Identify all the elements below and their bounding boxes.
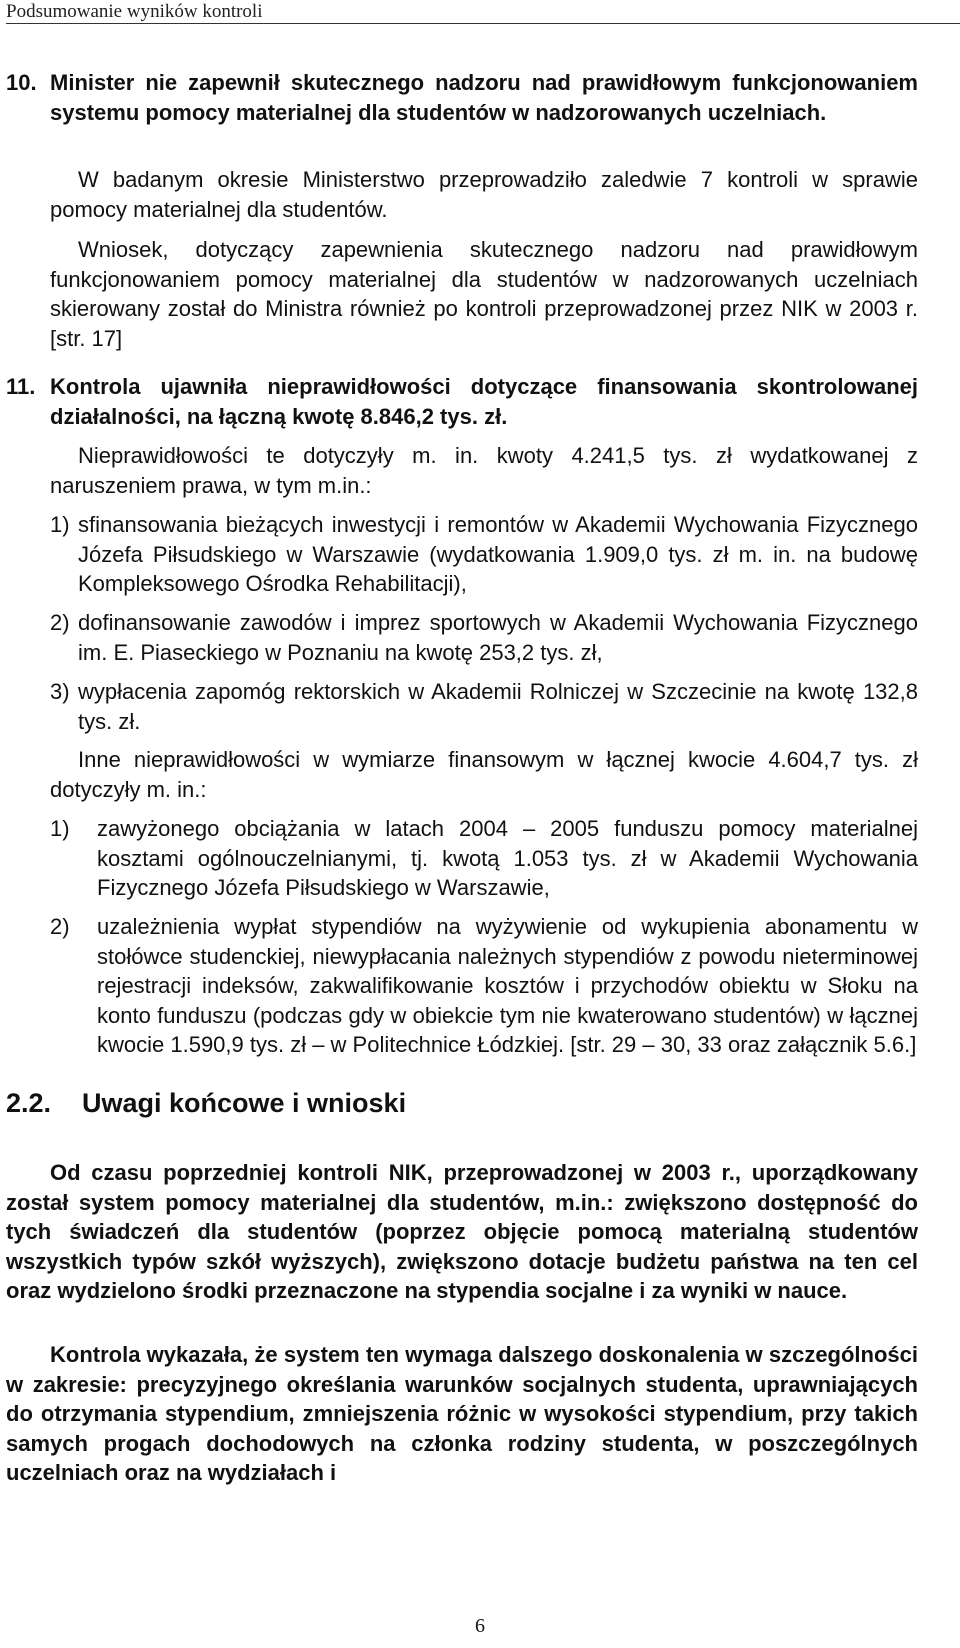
page-number: 6 bbox=[475, 1615, 485, 1637]
header-rule bbox=[6, 23, 960, 24]
finding-11-intro: Nieprawidłowości te dotyczyły m. in. kwoty 4.241,5 tys. zł wydatkowanej z naruszeniem prawa, w tym m.in.: bbox=[50, 443, 918, 498]
list1-item-1-text: sfinansowania bieżących inwestycji i remontów w Akademii Wychowania Fizycznego Józefa Piłsudskiego w Warszawie (wydatkowania 1.909,0 tys. zł m. in. na budowę Kompleksowego Ośrodka Rehabilitacji), bbox=[78, 512, 918, 596]
list2-item-2-number: 2) bbox=[50, 914, 70, 939]
list1-item-1-number: 1) bbox=[50, 512, 70, 537]
header-title: Podsumowanie wyników kontroli bbox=[6, 1, 263, 22]
list2-item-1-number: 1) bbox=[50, 816, 70, 841]
section-number: 2.2. bbox=[6, 1088, 52, 1118]
conclusions-paragraph-2: Kontrola wykazała, że system ten wymaga dalszego doskonalenia w szczególności w zakresie: precyzyjnego określania warunków socjalnych studenta, uprawniających do otrzymania stypendium, zmniejszenia różnic w wysokości stypendium, przy takich samych progach dochodowych na członka rodziny studenta, w poszczególnych uczelniach oraz na wydziałach i bbox=[6, 1342, 918, 1485]
list1-item-2-number: 2) bbox=[50, 610, 70, 635]
finding-10-paragraph-2: Wniosek, dotyczący zapewnienia skutecznego nadzoru nad prawidłowym funkcjonowaniem pomocy materialnej dla studentów w nadzorowanych uczelniach skierowany został do Ministra również po kontroli przeprowadzonej przez NIK w 2003 r. [str. 17] bbox=[50, 237, 918, 351]
list2-item-1-text: zawyżonego obciążania w latach 2004 – 2005 funduszu pomocy materialnej kosztami ogólnouczelnianymi, tj. kwotą 1.053 tys. zł w Akademii Wychowania Fizycznego Józefa Piłsudskiego w Warszawie, bbox=[97, 816, 918, 900]
finding-11-intro-2: Inne nieprawidłowości w wymiarze finansowym w łącznej kwocie 4.604,7 tys. zł dotyczyły m. in.: bbox=[50, 747, 918, 802]
list1-item-2-text: dofinansowanie zawodów i imprez sportowych w Akademii Wychowania Fizycznego im. E. Piaseckiego w Poznaniu na kwotę 253,2 tys. zł, bbox=[78, 610, 918, 665]
finding-11-heading: Kontrola ujawniła nieprawidłowości dotyczące finansowania skontrolowanej działalności, na łączną kwotę 8.846,2 tys. zł. bbox=[50, 374, 918, 429]
finding-10-heading: Minister nie zapewnił skutecznego nadzoru nad prawidłowym funkcjonowaniem systemu pomocy materialnej dla studentów w nadzorowanych uczelniach. bbox=[50, 70, 918, 125]
finding-10-number: 10. bbox=[6, 70, 37, 95]
conclusions-paragraph-1: Od czasu poprzedniej kontroli NIK, przeprowadzonej w 2003 r., uporządkowany został system pomocy materialnej dla studentów, m.in.: zwiększono dostępność do tych świadczeń dla studentów (poprzez objęcie pomocą materialną studentów wszystkich typów szkół wyższych), zwiększono dotacje budżetu państwa na ten cel oraz wydzielono środki przeznaczone na stypendia socjalne i za wyniki w nauce. bbox=[6, 1160, 918, 1303]
finding-11-number: 11. bbox=[6, 374, 36, 399]
section-title: Uwagi końcowe i wnioski bbox=[82, 1088, 407, 1118]
list1-item-3-text: wypłacenia zapomóg rektorskich w Akademii Rolniczej w Szczecinie na kwotę 132,8 tys. zł. bbox=[78, 679, 918, 734]
list1-item-3-number: 3) bbox=[50, 679, 70, 704]
list2-item-2-text: uzależnienia wypłat stypendiów na wyżywienie od wykupienia abonamentu w stołówce studenckiej, niewypłacania należnych stypendiów z powodu nieterminowej rejestracji indeksów, zakwalifikowanie kosztów i przychodów obiektu w Słoku na konto funduszu (podczas gdy w obiekcie tym nie kwaterowano studentów) w łącznej kwocie 1.590,9 tys. zł – w Politechnice Łódzkiej. [str. 29 – 30, 33 oraz załącznik 5.6.] bbox=[97, 914, 918, 1057]
finding-10-paragraph-1: W badanym okresie Ministerstwo przeprowadziło zaledwie 7 kontroli w sprawie pomocy materialnej dla studentów. bbox=[50, 167, 918, 222]
running-header bbox=[0, 0, 960, 25]
